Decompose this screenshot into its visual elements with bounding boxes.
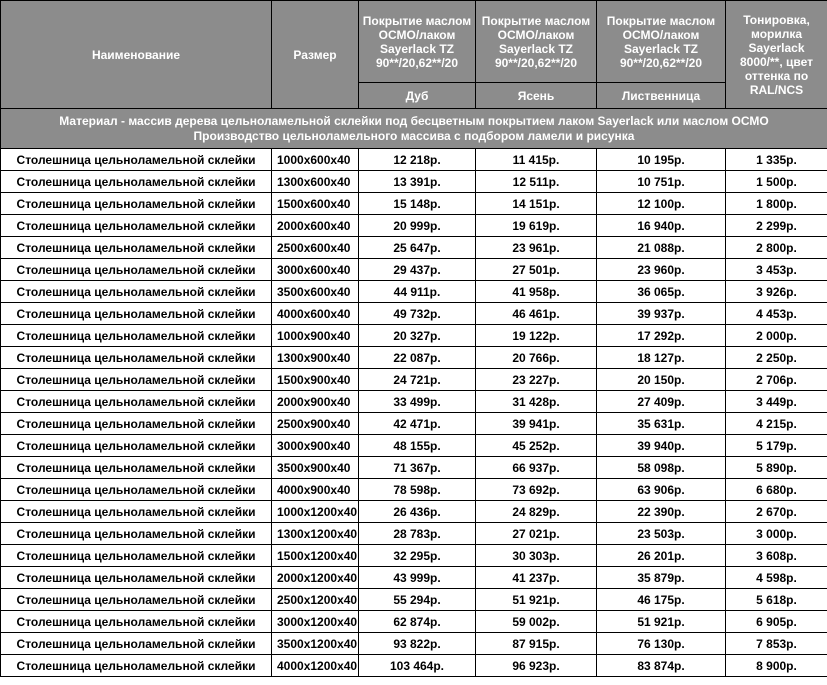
size-cell: 1300х900х40 [272, 347, 359, 369]
price-ash-cell: 11 415р. [476, 149, 597, 171]
price-toning-cell: 3 926р. [726, 281, 827, 303]
table-row [1, 303, 827, 325]
material-note [1, 109, 827, 149]
product-name-cell: Столешница цельноламельной склейки [1, 303, 272, 325]
product-name-cell: Столешница цельноламельной склейки [1, 347, 272, 369]
price-toning-cell: 2 800р. [726, 237, 827, 259]
price-oak-cell: 20 327р. [359, 325, 476, 347]
table-row [1, 589, 827, 611]
product-name-cell: Столешница цельноламельной склейки [1, 237, 272, 259]
price-larch-cell: 17 292р. [597, 325, 726, 347]
price-larch-cell: 16 940р. [597, 215, 726, 237]
size-cell: 2000х1200х40 [272, 567, 359, 589]
price-larch-cell: 10 751р. [597, 171, 726, 193]
table-row [1, 259, 827, 281]
price-toning-cell: 2 299р. [726, 215, 827, 237]
size-cell: 2000х900х40 [272, 391, 359, 413]
price-larch-cell: 27 409р. [597, 391, 726, 413]
price-ash-cell: 73 692р. [476, 479, 597, 501]
size-cell: 3500х1200х40 [272, 633, 359, 655]
size-cell: 1300х600х40 [272, 171, 359, 193]
size-cell: 1500х600х40 [272, 193, 359, 215]
price-oak-cell: 29 437р. [359, 259, 476, 281]
price-toning-cell: 8 900р. [726, 655, 827, 677]
price-toning-cell: 5 890р. [726, 457, 827, 479]
product-name-cell: Столешница цельноламельной склейки [1, 435, 272, 457]
price-ash-cell: 19 122р. [476, 325, 597, 347]
price-larch-cell: 23 960р. [597, 259, 726, 281]
price-larch-cell: 63 906р. [597, 479, 726, 501]
price-ash-cell: 87 915р. [476, 633, 597, 655]
product-name-cell: Столешница цельноламельной склейки [1, 479, 272, 501]
price-ash-cell: 24 829р. [476, 501, 597, 523]
price-oak-cell: 93 822р. [359, 633, 476, 655]
table-row [1, 325, 827, 347]
size-cell: 1500х1200х40 [272, 545, 359, 567]
product-name-cell: Столешница цельноламельной склейки [1, 259, 272, 281]
price-oak-cell: 25 647р. [359, 237, 476, 259]
table-row [1, 435, 827, 457]
price-larch-cell: 58 098р. [597, 457, 726, 479]
size-cell: 1300х1200х40 [272, 523, 359, 545]
table-row [1, 347, 827, 369]
price-toning-cell: 5 618р. [726, 589, 827, 611]
price-ash-cell: 31 428р. [476, 391, 597, 413]
price-larch-cell: 23 503р. [597, 523, 726, 545]
price-oak-cell: 24 721р. [359, 369, 476, 391]
product-name-cell: Столешница цельноламельной склейки [1, 171, 272, 193]
price-ash-cell: 19 619р. [476, 215, 597, 237]
product-name-cell: Столешница цельноламельной склейки [1, 369, 272, 391]
header-coating-oak: Покрытие маслом ОСМО/лаком Sayerlack TZ 90**/20,62**/20 [359, 1, 476, 83]
table-row [1, 413, 827, 435]
price-toning-cell: 2 250р. [726, 347, 827, 369]
price-oak-cell: 44 911р. [359, 281, 476, 303]
price-toning-cell: 3 608р. [726, 545, 827, 567]
price-ash-cell: 59 002р. [476, 611, 597, 633]
price-oak-cell: 49 732р. [359, 303, 476, 325]
price-ash-cell: 41 958р. [476, 281, 597, 303]
product-name-cell: Столешница цельноламельной склейки [1, 545, 272, 567]
size-cell: 4000х900х40 [272, 479, 359, 501]
header-name: Наименование [1, 1, 272, 109]
price-toning-cell: 2 000р. [726, 325, 827, 347]
size-cell: 2500х600х40 [272, 237, 359, 259]
size-cell: 3000х900х40 [272, 435, 359, 457]
header-size: Размер [272, 1, 359, 109]
table-row [1, 391, 827, 413]
table-row [1, 215, 827, 237]
price-larch-cell: 39 940р. [597, 435, 726, 457]
price-toning-cell: 1 335р. [726, 149, 827, 171]
price-oak-cell: 28 783р. [359, 523, 476, 545]
price-ash-cell: 23 227р. [476, 369, 597, 391]
price-oak-cell: 22 087р. [359, 347, 476, 369]
price-toning-cell: 2 670р. [726, 501, 827, 523]
price-toning-cell: 6 905р. [726, 611, 827, 633]
price-toning-cell: 3 453р. [726, 259, 827, 281]
table-row [1, 545, 827, 567]
price-ash-cell: 51 921р. [476, 589, 597, 611]
price-larch-cell: 35 631р. [597, 413, 726, 435]
header-wood-larch: Лиственница [597, 83, 726, 109]
price-toning-cell: 2 706р. [726, 369, 827, 391]
price-larch-cell: 26 201р. [597, 545, 726, 567]
price-larch-cell: 76 130р. [597, 633, 726, 655]
price-toning-cell: 6 680р. [726, 479, 827, 501]
price-oak-cell: 33 499р. [359, 391, 476, 413]
price-larch-cell: 18 127р. [597, 347, 726, 369]
price-toning-cell: 7 853р. [726, 633, 827, 655]
product-name-cell: Столешница цельноламельной склейки [1, 413, 272, 435]
product-name-cell: Столешница цельноламельной склейки [1, 501, 272, 523]
price-oak-cell: 26 436р. [359, 501, 476, 523]
price-rows [1, 149, 827, 677]
product-name-cell: Столешница цельноламельной склейки [1, 567, 272, 589]
price-oak-cell: 12 218р. [359, 149, 476, 171]
price-toning-cell: 1 800р. [726, 193, 827, 215]
price-oak-cell: 42 471р. [359, 413, 476, 435]
price-ash-cell: 39 941р. [476, 413, 597, 435]
material-note-line2: Производство цельноламельного массива с подбором ламели и рисунка [193, 128, 635, 143]
size-cell: 3500х900х40 [272, 457, 359, 479]
product-name-cell: Столешница цельноламельной склейки [1, 149, 272, 171]
table-row [1, 237, 827, 259]
price-oak-cell: 55 294р. [359, 589, 476, 611]
size-cell: 1000х600х40 [272, 149, 359, 171]
product-name-cell: Столешница цельноламельной склейки [1, 281, 272, 303]
price-ash-cell: 14 151р. [476, 193, 597, 215]
table-row [1, 479, 827, 501]
size-cell: 3000х600х40 [272, 259, 359, 281]
price-ash-cell: 96 923р. [476, 655, 597, 677]
product-name-cell: Столешница цельноламельной склейки [1, 589, 272, 611]
table-row [1, 655, 827, 677]
table-row [1, 567, 827, 589]
table-row [1, 457, 827, 479]
price-larch-cell: 83 874р. [597, 655, 726, 677]
price-larch-cell: 51 921р. [597, 611, 726, 633]
price-oak-cell: 78 598р. [359, 479, 476, 501]
size-cell: 1500х900х40 [272, 369, 359, 391]
price-ash-cell: 66 937р. [476, 457, 597, 479]
price-larch-cell: 20 150р. [597, 369, 726, 391]
price-ash-cell: 23 961р. [476, 237, 597, 259]
table-row [1, 501, 827, 523]
price-larch-cell: 36 065р. [597, 281, 726, 303]
price-toning-cell: 4 598р. [726, 567, 827, 589]
price-toning-cell: 5 179р. [726, 435, 827, 457]
price-toning-cell: 1 500р. [726, 171, 827, 193]
price-ash-cell: 12 511р. [476, 171, 597, 193]
price-oak-cell: 62 874р. [359, 611, 476, 633]
price-oak-cell: 32 295р. [359, 545, 476, 567]
size-cell: 1000х900х40 [272, 325, 359, 347]
price-oak-cell: 103 464р. [359, 655, 476, 677]
size-cell: 1000х1200х40 [272, 501, 359, 523]
product-name-cell: Столешница цельноламельной склейки [1, 655, 272, 677]
price-ash-cell: 20 766р. [476, 347, 597, 369]
table-row [1, 281, 827, 303]
price-ash-cell: 27 501р. [476, 259, 597, 281]
material-note-line1: Материал - массив дерева цельноламельной склейки под бесцветным покрытием лаком Sayerlack или маслом ОСМО [59, 113, 769, 128]
table-row [1, 523, 827, 545]
product-name-cell: Столешница цельноламельной склейки [1, 633, 272, 655]
price-ash-cell: 45 252р. [476, 435, 597, 457]
size-cell: 2000х600х40 [272, 215, 359, 237]
product-name-cell: Столешница цельноламельной склейки [1, 611, 272, 633]
size-cell: 2500х1200х40 [272, 589, 359, 611]
table-row [1, 611, 827, 633]
product-name-cell: Столешница цельноламельной склейки [1, 215, 272, 237]
table-row [1, 369, 827, 391]
price-larch-cell: 10 195р. [597, 149, 726, 171]
price-ash-cell: 41 237р. [476, 567, 597, 589]
price-larch-cell: 46 175р. [597, 589, 726, 611]
size-cell: 3000х1200х40 [272, 611, 359, 633]
header-wood-oak: Дуб [359, 83, 476, 109]
price-toning-cell: 4 453р. [726, 303, 827, 325]
header-wood-ash: Ясень [476, 83, 597, 109]
header-toning: Тонировка, морилка Sayerlack 8000/**, цвет оттенка по RAL/NCS [726, 1, 827, 109]
size-cell: 4000х600х40 [272, 303, 359, 325]
price-oak-cell: 13 391р. [359, 171, 476, 193]
product-name-cell: Столешница цельноламельной склейки [1, 325, 272, 347]
price-toning-cell: 4 215р. [726, 413, 827, 435]
product-name-cell: Столешница цельноламельной склейки [1, 457, 272, 479]
price-oak-cell: 20 999р. [359, 215, 476, 237]
table-row [1, 633, 827, 655]
price-oak-cell: 71 367р. [359, 457, 476, 479]
table-row [1, 193, 827, 215]
size-cell: 3500х600х40 [272, 281, 359, 303]
price-ash-cell: 46 461р. [476, 303, 597, 325]
price-larch-cell: 35 879р. [597, 567, 726, 589]
price-toning-cell: 3 000р. [726, 523, 827, 545]
table-row [1, 149, 827, 171]
price-oak-cell: 48 155р. [359, 435, 476, 457]
size-cell: 2500х900х40 [272, 413, 359, 435]
header-coating-ash: Покрытие маслом ОСМО/лаком Sayerlack TZ 90**/20,62**/20 [476, 1, 597, 83]
price-larch-cell: 22 390р. [597, 501, 726, 523]
size-cell: 4000х1200х40 [272, 655, 359, 677]
price-toning-cell: 3 449р. [726, 391, 827, 413]
price-ash-cell: 27 021р. [476, 523, 597, 545]
price-larch-cell: 21 088р. [597, 237, 726, 259]
table-row [1, 171, 827, 193]
price-larch-cell: 12 100р. [597, 193, 726, 215]
price-ash-cell: 30 303р. [476, 545, 597, 567]
product-name-cell: Столешница цельноламельной склейки [1, 523, 272, 545]
product-name-cell: Столешница цельноламельной склейки [1, 391, 272, 413]
price-larch-cell: 39 937р. [597, 303, 726, 325]
product-name-cell: Столешница цельноламельной склейки [1, 193, 272, 215]
header-coating-larch: Покрытие маслом ОСМО/лаком Sayerlack TZ 90**/20,62**/20 [597, 1, 726, 83]
price-oak-cell: 43 999р. [359, 567, 476, 589]
price-oak-cell: 15 148р. [359, 193, 476, 215]
